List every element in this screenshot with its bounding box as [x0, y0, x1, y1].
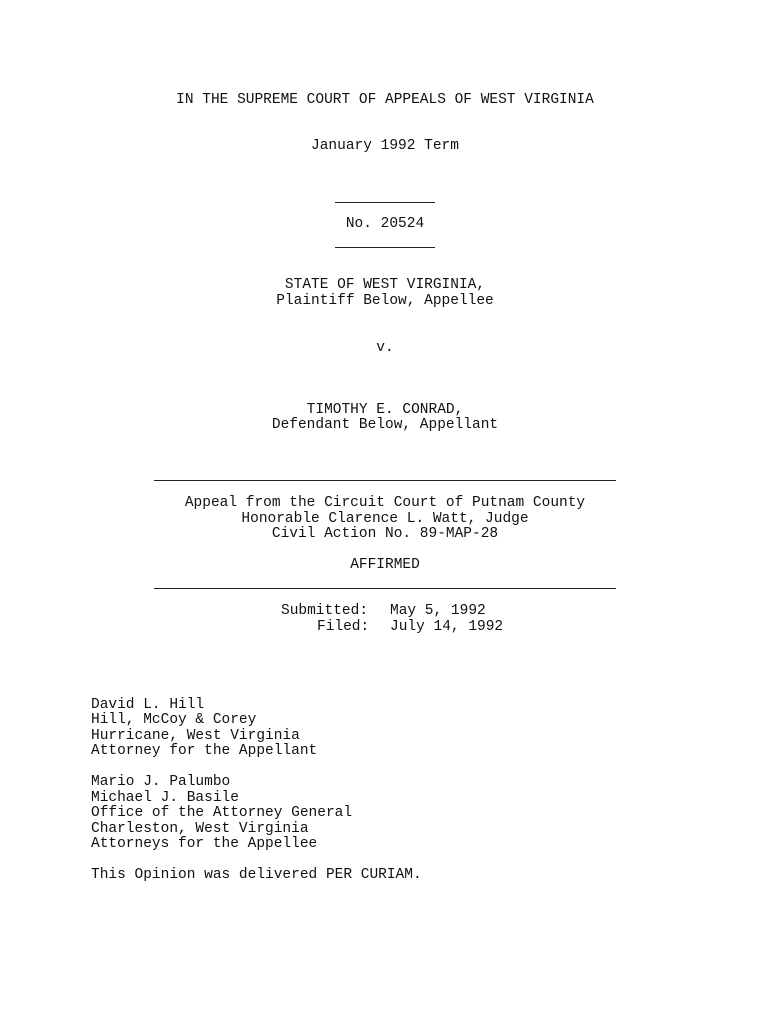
per-curiam-note: This Opinion was delivered PER CURIAM. — [91, 867, 422, 883]
plaintiff-name: STATE OF WEST VIRGINIA, — [284, 277, 486, 293]
docket-rule-top — [335, 202, 435, 203]
appeal-judge: Honorable Clarence L. Watt, Judge — [241, 511, 529, 527]
appellee-counsel-line: Office of the Attorney General — [91, 805, 353, 821]
defendant-name: TIMOTHY E. CONRAD, — [306, 402, 464, 418]
disposition: AFFIRMED — [350, 557, 420, 573]
appellee-counsel-line: Mario J. Palumbo — [91, 774, 231, 790]
appellant-counsel-line: David L. Hill — [91, 697, 205, 713]
docket-number: No. 20524 — [345, 216, 425, 232]
appellee-counsel-line: Attorneys for the Appellee — [91, 836, 318, 852]
appellant-counsel-line: Hill, McCoy & Corey — [91, 712, 257, 728]
plaintiff-role: Plaintiff Below, Appellee — [276, 293, 494, 309]
term-line: January 1992 Term — [311, 138, 459, 154]
appellant-counsel-line: Attorney for the Appellant — [91, 743, 318, 759]
appeal-action: Civil Action No. 89-MAP-28 — [271, 526, 499, 542]
appeal-from: Appeal from the Circuit Court of Putnam County — [184, 495, 586, 511]
appellee-counsel-line: Charleston, West Virginia — [91, 821, 309, 837]
appellee-counsel-line: Michael J. Basile — [91, 790, 239, 806]
filed-label: Filed: — [317, 619, 370, 635]
submitted-label: Submitted: — [281, 603, 369, 619]
appellant-counsel-line: Hurricane, West Virginia — [91, 728, 300, 744]
submitted-date: May 5, 1992 — [390, 603, 486, 619]
appeal-rule-top — [154, 480, 616, 481]
defendant-role: Defendant Below, Appellant — [271, 417, 499, 433]
versus: v. — [376, 340, 394, 356]
court-title: IN THE SUPREME COURT OF APPEALS OF WEST VIRGINIA — [176, 92, 594, 108]
docket-rule-bottom — [335, 247, 435, 248]
filed-date: July 14, 1992 — [390, 619, 504, 635]
appeal-rule-bottom — [154, 588, 616, 589]
